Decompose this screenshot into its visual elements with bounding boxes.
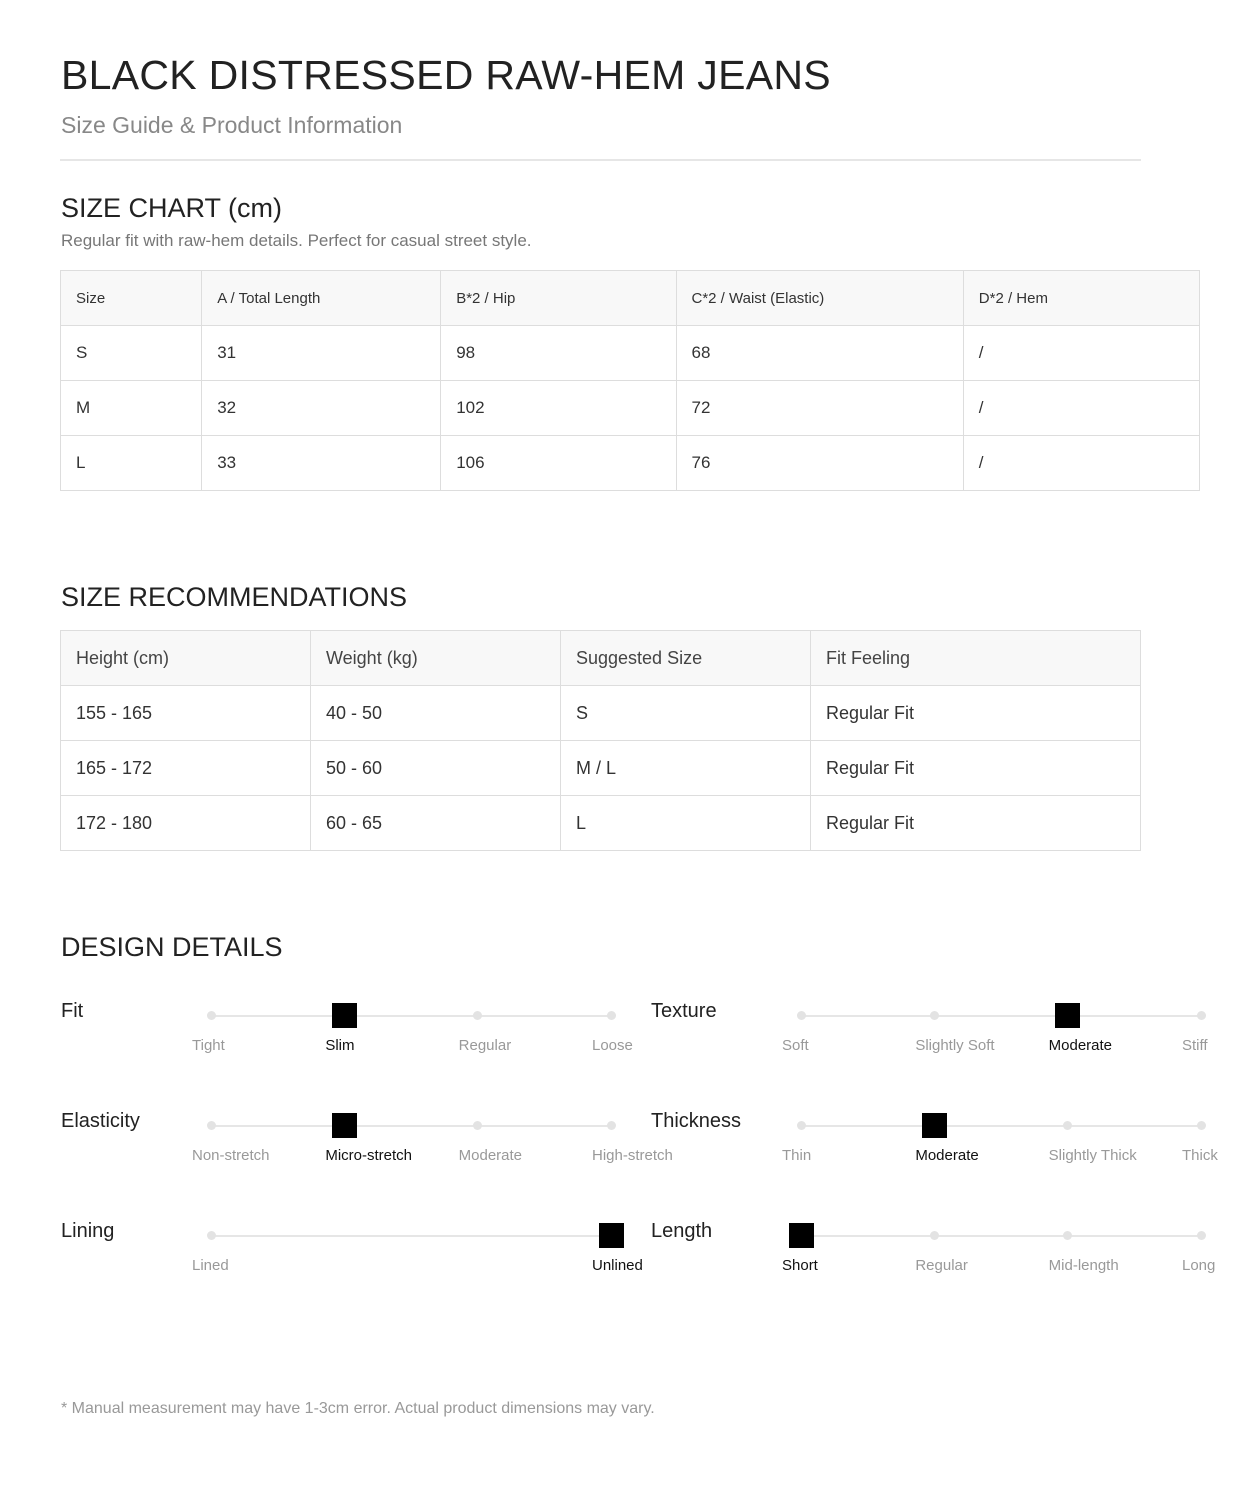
length-option-dot bbox=[930, 1231, 939, 1240]
fit-option-label: Loose bbox=[592, 1037, 633, 1054]
elasticity-option-label: Non-stretch bbox=[192, 1147, 270, 1164]
lining-scale bbox=[61, 1220, 661, 1300]
table-cell: / bbox=[963, 326, 1199, 381]
column-header: Size bbox=[61, 271, 202, 326]
fit-label: Fit bbox=[61, 1000, 84, 1022]
texture-option-dot bbox=[797, 1011, 806, 1020]
thickness-scale bbox=[651, 1110, 1251, 1190]
column-header: C*2 / Waist (Elastic) bbox=[676, 271, 963, 326]
table-row bbox=[61, 436, 1200, 491]
elasticity-option-label: Micro-stretch bbox=[325, 1147, 413, 1164]
elasticity-option-dot bbox=[207, 1121, 216, 1130]
table-cell: / bbox=[963, 436, 1199, 491]
page-title: BLACK DISTRESSED RAW-HEM JEANS bbox=[61, 52, 831, 98]
table-cell: S bbox=[561, 686, 811, 741]
thickness-option-label: Thick bbox=[1182, 1147, 1218, 1164]
thickness-option-label: Slightly Thick bbox=[1048, 1147, 1137, 1164]
texture-track bbox=[801, 1015, 1201, 1017]
lining-option-label: Lined bbox=[192, 1257, 229, 1274]
table-cell: S bbox=[61, 326, 202, 381]
length-option-label: Long bbox=[1182, 1257, 1216, 1274]
column-header: Weight (kg) bbox=[311, 631, 561, 686]
table-row bbox=[61, 686, 1141, 741]
table-row bbox=[61, 326, 1200, 381]
length-option-label: Mid-length bbox=[1048, 1257, 1119, 1274]
texture-option-label: Moderate bbox=[1048, 1037, 1113, 1054]
fit-selected-marker bbox=[332, 1003, 357, 1028]
fit-track bbox=[211, 1015, 611, 1017]
fit-option-dot bbox=[607, 1011, 616, 1020]
elasticity-label: Elasticity bbox=[61, 1110, 140, 1132]
lining-option-dot bbox=[207, 1231, 216, 1240]
table-row bbox=[61, 381, 1200, 436]
recommendations-title: SIZE RECOMMENDATIONS bbox=[61, 582, 408, 612]
thickness-selected-marker bbox=[922, 1113, 947, 1138]
table-cell: M / L bbox=[561, 741, 811, 796]
thickness-option-dot bbox=[797, 1121, 806, 1130]
elasticity-option-dot bbox=[473, 1121, 482, 1130]
table-cell: 98 bbox=[441, 326, 676, 381]
size-chart-title: SIZE CHART (cm) bbox=[61, 193, 283, 223]
table-cell: 172 - 180 bbox=[61, 796, 311, 851]
texture-option-label: Soft bbox=[782, 1037, 809, 1054]
page-subtitle: Size Guide & Product Information bbox=[61, 112, 403, 138]
table-cell: M bbox=[61, 381, 202, 436]
length-label: Length bbox=[651, 1220, 713, 1242]
table-cell: 32 bbox=[202, 381, 441, 436]
length-option-label: Regular bbox=[915, 1257, 968, 1274]
fit-option-label: Regular bbox=[458, 1037, 512, 1054]
texture-selected-marker bbox=[1055, 1003, 1080, 1028]
column-header: B*2 / Hip bbox=[441, 271, 676, 326]
texture-option-dot bbox=[1197, 1011, 1206, 1020]
design-details-title: DESIGN DETAILS bbox=[61, 932, 283, 962]
length-track bbox=[801, 1235, 1201, 1237]
table-cell: 102 bbox=[441, 381, 676, 436]
lining-label: Lining bbox=[61, 1220, 115, 1242]
thickness-label: Thickness bbox=[651, 1110, 742, 1132]
thickness-option-dot bbox=[1063, 1121, 1072, 1130]
table-cell: Regular Fit bbox=[811, 796, 1141, 851]
table-cell: 165 - 172 bbox=[61, 741, 311, 796]
table-cell: 50 - 60 bbox=[311, 741, 561, 796]
thickness-option-dot bbox=[1197, 1121, 1206, 1130]
size-chart-table bbox=[60, 270, 1200, 491]
table-cell: Regular Fit bbox=[811, 686, 1141, 741]
fit-option-label: Slim bbox=[325, 1037, 355, 1054]
length-scale bbox=[651, 1220, 1251, 1300]
thickness-track bbox=[801, 1125, 1201, 1127]
lining-selected-marker bbox=[599, 1223, 624, 1248]
texture-scale bbox=[651, 1000, 1251, 1080]
table-header-row bbox=[61, 631, 1141, 686]
fit-option-label: Tight bbox=[192, 1037, 225, 1054]
size-chart-description: Regular fit with raw-hem details. Perfect for casual street style. bbox=[61, 231, 532, 250]
column-header: Suggested Size bbox=[561, 631, 811, 686]
elasticity-option-label: Moderate bbox=[458, 1147, 523, 1164]
elasticity-option-label: High-stretch bbox=[592, 1147, 673, 1164]
fit-scale bbox=[61, 1000, 661, 1080]
thickness-option-label: Moderate bbox=[915, 1147, 979, 1164]
table-cell: 76 bbox=[676, 436, 963, 491]
table-header-row bbox=[61, 271, 1200, 326]
texture-option-label: Slightly Soft bbox=[915, 1037, 995, 1054]
elasticity-selected-marker bbox=[332, 1113, 357, 1138]
header-divider bbox=[60, 159, 1141, 161]
measurement-footnote: * Manual measurement may have 1-3cm error. Actual product dimensions may vary. bbox=[61, 1400, 655, 1417]
lining-option-label: Unlined bbox=[592, 1257, 643, 1274]
length-option-dot bbox=[1197, 1231, 1206, 1240]
texture-option-label: Stiff bbox=[1182, 1037, 1208, 1054]
table-row bbox=[61, 796, 1141, 851]
column-header: A / Total Length bbox=[202, 271, 441, 326]
column-header: D*2 / Hem bbox=[963, 271, 1199, 326]
table-cell: 155 - 165 bbox=[61, 686, 311, 741]
table-cell: 40 - 50 bbox=[311, 686, 561, 741]
column-header: Fit Feeling bbox=[811, 631, 1141, 686]
table-cell: 31 bbox=[202, 326, 441, 381]
table-cell: 68 bbox=[676, 326, 963, 381]
table-cell: / bbox=[963, 381, 1199, 436]
elasticity-track bbox=[211, 1125, 611, 1127]
size-recommendations-table bbox=[60, 630, 1141, 851]
table-cell: 72 bbox=[676, 381, 963, 436]
texture-label: Texture bbox=[651, 1000, 717, 1022]
length-option-label: Short bbox=[782, 1257, 818, 1274]
elasticity-option-dot bbox=[607, 1121, 616, 1130]
length-selected-marker bbox=[789, 1223, 814, 1248]
table-cell: L bbox=[61, 436, 202, 491]
table-cell: Regular Fit bbox=[811, 741, 1141, 796]
table-cell: 33 bbox=[202, 436, 441, 491]
table-cell: L bbox=[561, 796, 811, 851]
texture-option-dot bbox=[930, 1011, 939, 1020]
length-option-dot bbox=[1063, 1231, 1072, 1240]
lining-track bbox=[211, 1235, 611, 1237]
table-cell: 106 bbox=[441, 436, 676, 491]
table-cell: 60 - 65 bbox=[311, 796, 561, 851]
table-row bbox=[61, 741, 1141, 796]
fit-option-dot bbox=[207, 1011, 216, 1020]
elasticity-scale bbox=[61, 1110, 673, 1190]
fit-option-dot bbox=[473, 1011, 482, 1020]
thickness-option-label: Thin bbox=[782, 1147, 812, 1164]
column-header: Height (cm) bbox=[61, 631, 311, 686]
